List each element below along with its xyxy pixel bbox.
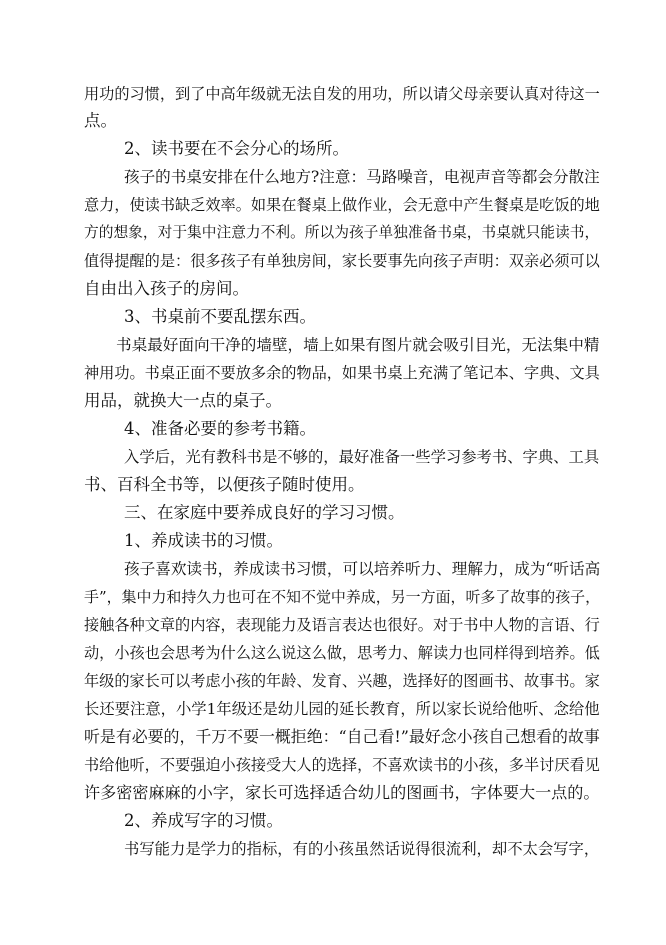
text-line: 点。	[84, 111, 117, 130]
text-line: 用品，就换大一点的桌子。	[84, 391, 282, 410]
text-line: 书写能力是学力的指标，有的小孩虽然话说得很流利，却不太会写字，	[124, 840, 600, 858]
text-line: 书、百科全书等，以便孩子随时使用。	[84, 475, 365, 494]
text-line: 神用功。书桌正面不要放多余的物品，如果书桌上充满了笔记本、字典、文具	[84, 364, 600, 382]
text-line: 方的想象，对于集中注意力不利。所以为孩子单独准备书桌，书桌就只能读书，	[84, 224, 600, 241]
text-line: 书桌最好面向干净的墙壁，墙上如果有图片就会吸引目光，无法集中精	[116, 336, 600, 354]
text-line: 用功的习惯，到了中高年级就无法自发的用功，所以请父母亲要认真对待这一	[84, 85, 600, 103]
section-heading: 3、书桌前不要乱摆东西。	[124, 307, 316, 326]
text-line: 年级的家长可以考虑小孩的年龄、发育、兴趣，选择好的图画书、故事书。家	[84, 672, 600, 690]
text-line: 动，小孩也会思考为什么这么说这么做，思考力、解读力也同样得到培养。低	[84, 644, 600, 662]
text-line: 书给他听，不要强迫小孩接受大人的选择，不喜欢读书的小孩，多半讨厌看见	[84, 756, 600, 774]
text-line: 孩子喜欢读书，养成读书习惯，可以培养听力、理解力，成为“听话高	[124, 560, 601, 578]
text-line: 听是有必要的，千万不要一概拒绝：“自己看!”最好念小孩自己想看的故事	[84, 727, 600, 746]
text-line: 孩子的书桌安排在什么地方?注意：马路噪音，电视声音等都会分散注	[124, 168, 600, 186]
text-line: 意力，使读书缺乏效率。如果在餐桌上做作业，会无意中产生餐桌是吃饭的地	[84, 196, 600, 214]
section-heading: 1、养成读书的习惯。	[124, 531, 283, 550]
chapter-heading: 三、在家庭中要养成良好的学习习惯。	[124, 503, 405, 522]
text-line: 许多密密麻麻的小字，家长可选择适合幼儿的图画书，字体要大一点的。	[84, 783, 600, 802]
text-line: 长还要注意，小学1年级还是幼儿园的延长教育，所以家长说给他听、念给他	[84, 700, 600, 718]
text-line: 入学后，光有教科书是不够的，最好准备一些学习参考书、字典、工具	[124, 448, 600, 466]
text-line: 手”，集中力和持久力也可在不知不觉中养成，另一方面，听多了故事的孩子，	[84, 588, 601, 606]
text-line: 值得提醒的是：很多孩子有单独房间，家长要事先向孩子声明：双亲必须可以	[84, 252, 600, 270]
section-heading: 2、养成写字的习惯。	[124, 811, 283, 830]
section-heading: 2、读书要在不会分心的场所。	[124, 139, 349, 158]
section-heading: 4、准备必要的参考书籍。	[124, 419, 316, 438]
text-line: 接触各种文章的内容，表现能力及语言表达也很好。对于书中人物的言语、行	[84, 616, 600, 634]
text-line: 自由出入孩子的房间。	[84, 279, 249, 298]
